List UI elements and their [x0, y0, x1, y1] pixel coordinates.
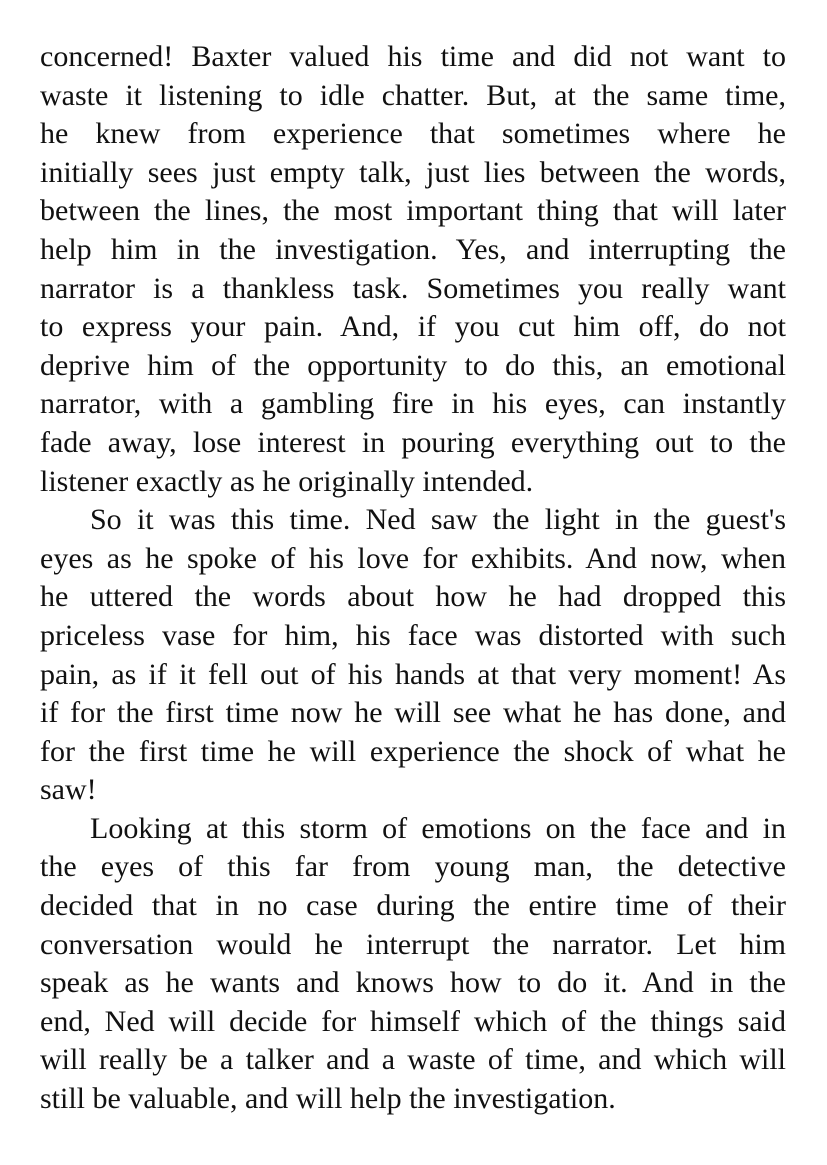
text-line: deprive him of the opportunity to do this, an emotional [40, 348, 786, 382]
text-line: fade away, lose interest in pouring everything out to the [40, 425, 786, 459]
text-line: still be valuable, and will help the investigation. [40, 1082, 616, 1116]
paragraph-3 [40, 810, 786, 1119]
text-line: the eyes of this far from young man, the detective [40, 850, 786, 884]
text-line: help him in the investigation. Yes, and interrupting the [40, 232, 786, 266]
text-line: narrator, with a gambling fire in his eyes, can instantly [40, 387, 786, 421]
text-line: pain, as if it fell out of his hands at that very moment! As [40, 657, 786, 691]
text-line: speak as he wants and knows how to do it. And in the [40, 966, 786, 1000]
text-line: narrator is a thankless task. Sometimes you really want [40, 271, 786, 305]
text-line: priceless vase for him, his face was distorted with such [40, 618, 786, 652]
text-line: he knew from experience that sometimes where he [40, 117, 786, 151]
text-line: listener exactly as he originally intended. [40, 464, 534, 498]
text-line: he uttered the words about how he had dropped this [40, 580, 786, 614]
paragraph-2 [40, 501, 786, 810]
text-line: saw! [40, 773, 97, 807]
text-line: conversation would he interrupt the narrator. Let him [40, 927, 786, 961]
text-line: to express your pain. And, if you cut him off, do not [40, 310, 786, 344]
text-line: concerned! Baxter valued his time and did not want to [40, 40, 786, 73]
text-line: Looking at this storm of emotions on the face and in [90, 811, 786, 845]
text-line: will really be a talker and a waste of time, and which will [40, 1043, 786, 1077]
text-line: between the lines, the most important thing that will later [40, 194, 786, 228]
book-page [40, 38, 786, 1119]
text-line: decided that in no case during the entire time of their [40, 889, 786, 923]
paragraph-1 [40, 38, 786, 501]
text-line: initially sees just empty talk, just lies between the words, [40, 155, 786, 189]
text-line: eyes as he spoke of his love for exhibits. And now, when [40, 541, 786, 575]
text-line: end, Ned will decide for himself which of the things said [40, 1004, 786, 1038]
text-line: for the first time he will experience the shock of what he [40, 734, 786, 768]
text-line: if for the first time now he will see what he has done, and [40, 696, 786, 730]
text-line: waste it listening to idle chatter. But, at the same time, [40, 78, 786, 112]
text-line: So it was this time. Ned saw the light in the guest's [90, 503, 786, 537]
